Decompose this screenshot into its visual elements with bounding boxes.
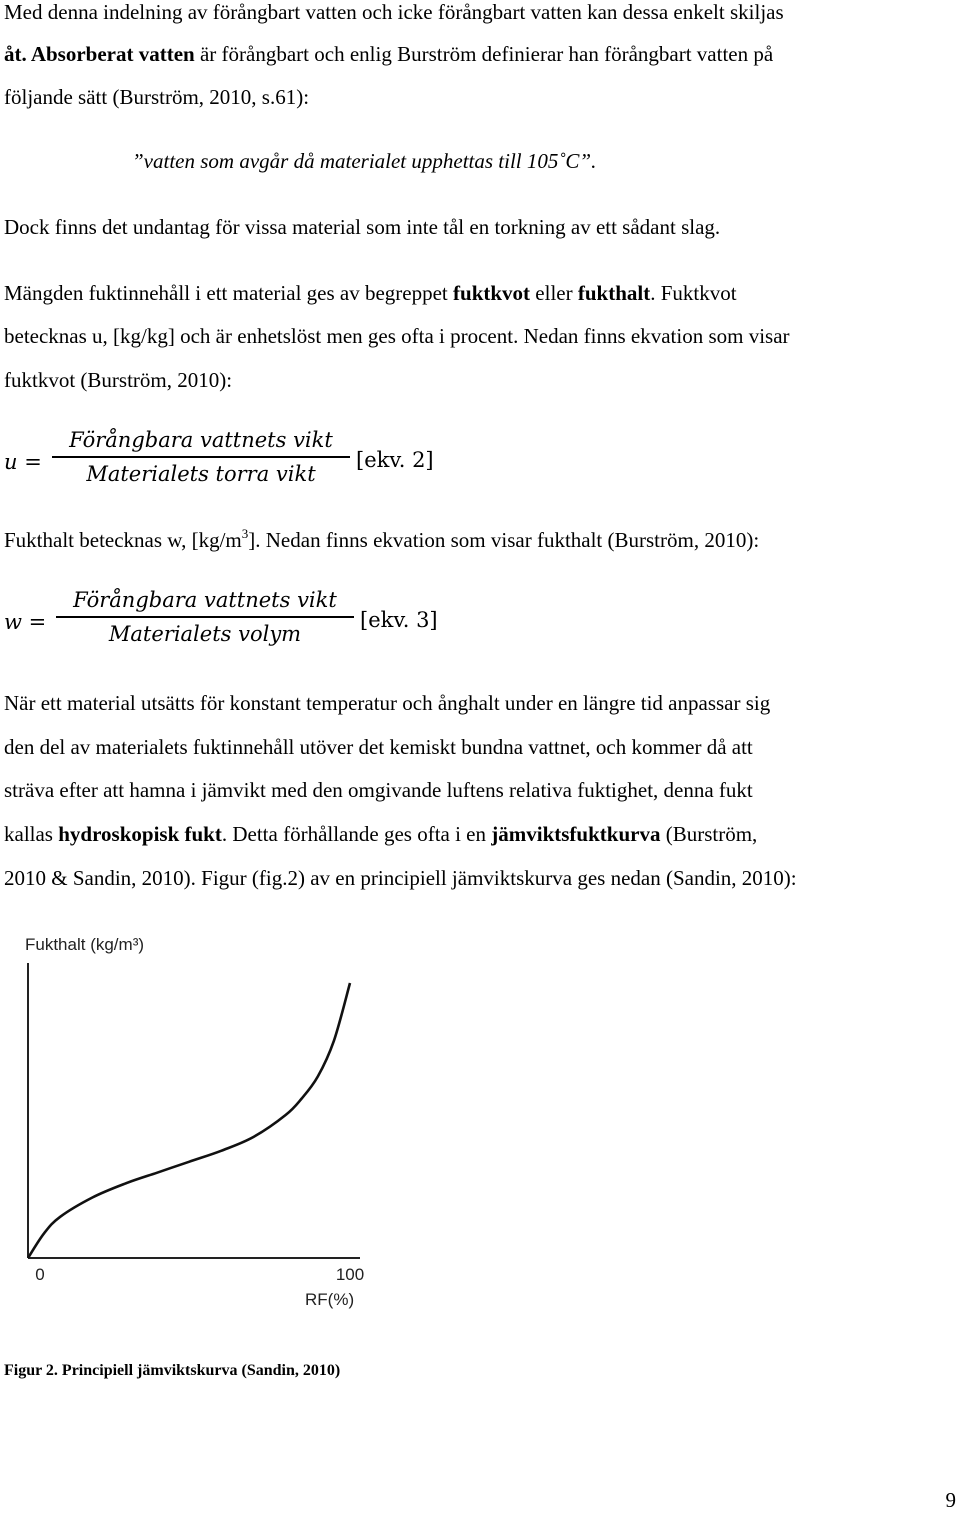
paragraph-1-line-3: följande sätt (Burström, 2010, s.61): (4, 85, 310, 109)
paragraph-1-line-1: Med denna indelning av förångbart vatten och icke förångbart vatten kan dessa enkelt skiljas (4, 0, 784, 24)
y-axis-label: Fukthalt (kg/m³) (25, 935, 145, 954)
equation-2-fraction (52, 428, 350, 486)
equation-3-fraction (56, 588, 354, 646)
paragraph-1-line-2 (4, 41, 773, 67)
definition-quote: ”vatten som avgår då materialet upphettas till 105˚C”. (132, 149, 597, 173)
paragraph-3-text-b: eller (530, 281, 578, 305)
figure-caption: Figur 2. Principiell jämviktskurva (Sandin, 2010) (4, 1362, 341, 1379)
page-number: 9 (945, 1488, 956, 1512)
equation-3 (4, 588, 524, 658)
paragraph-5-line-3: sträva efter att hamna i jämvikt med den omgivande luftens relativa fuktighet, denna fukt (4, 778, 753, 802)
equation-2-denominator: Materialets torra vikt (86, 461, 316, 486)
superscript-3: 3 (241, 526, 249, 541)
paragraph-3-text-c: . Fuktkvot (650, 281, 737, 305)
paragraph-5-line-4 (4, 821, 757, 847)
paragraph-3-line-2: betecknas u, [kg/kg] och är enhetslöst men ges ofta i procent. Nedan finns ekvation som visar (4, 324, 790, 348)
paragraph-1-line-2-text: är förångbart och enlig Burström definierar han förångbart vatten på (194, 42, 774, 66)
bold-term-jamviktsfuktkurva: jämviktsfuktkurva (491, 822, 661, 846)
paragraph-3-line-1 (4, 280, 737, 306)
equation-3-lhs: w = (4, 610, 47, 634)
paragraph-4 (4, 527, 759, 553)
bold-term-fukthalt: fukthalt (577, 281, 651, 305)
paragraph-5-text-a: kallas (4, 822, 59, 846)
equation-2-lhs: u = (4, 450, 42, 474)
paragraph-2: Dock finns det undantag för vissa material som inte tål en torkning av ett sådant slag. (4, 215, 721, 239)
paragraph-5-text-c: (Burström, (660, 822, 758, 846)
paragraph-3-line-3: fuktkvot (Burström, 2010): (4, 368, 233, 392)
equation-2-numerator: Förångbara vattnets vikt (69, 428, 333, 452)
paragraph-3-text-a: Mängden fuktinnehåll i ett material ges av begreppet (4, 281, 454, 305)
paragraph-5-text-b: . Detta förhållande ges ofta i en (221, 822, 492, 846)
fraction-bar (56, 616, 354, 618)
equilibrium-curve-chart (20, 928, 380, 1313)
paragraph-4-text-a: Fukthalt betecknas w, [kg/m (4, 528, 242, 552)
x-axis-label: RF(%) (305, 1290, 355, 1309)
equation-3-reference: [ekv. 3] (360, 608, 438, 632)
bold-term-hydroskopisk-fukt: hydroskopisk fukt (58, 822, 222, 846)
paragraph-4-text-b: ]. Nedan finns ekvation som visar fukthalt (Burström, 2010): (248, 528, 760, 552)
paragraph-5-line-2: den del av materialets fuktinnehåll utöver det kemiskt bundna vattnet, och kommer då att (4, 735, 753, 759)
paragraph-5-line-1: När ett material utsätts för konstant temperatur och ånghalt under en längre tid anpassar sig (4, 691, 771, 715)
equilibrium-curve-line (28, 983, 350, 1258)
equation-2-reference: [ekv. 2] (356, 448, 434, 472)
x-tick-label: 0 (35, 1265, 45, 1284)
equilibrium-curve-figure (20, 928, 380, 1313)
equation-3-denominator: Materialets volym (108, 621, 302, 646)
equation-3-numerator: Förångbara vattnets vikt (73, 588, 337, 612)
bold-term-fuktkvot: fuktkvot (453, 281, 531, 305)
x-tick-labels (35, 1265, 364, 1284)
fraction-bar (52, 456, 350, 458)
bold-term-absorberat-vatten: åt. Absorberat vatten (4, 42, 195, 66)
equation-2 (4, 428, 524, 498)
paragraph-5-line-5: 2010 & Sandin, 2010). Figur (fig.2) av en principiell jämviktskurva ges nedan (Sandin, 2010): (4, 866, 797, 890)
x-tick-label: 100 (335, 1265, 365, 1284)
